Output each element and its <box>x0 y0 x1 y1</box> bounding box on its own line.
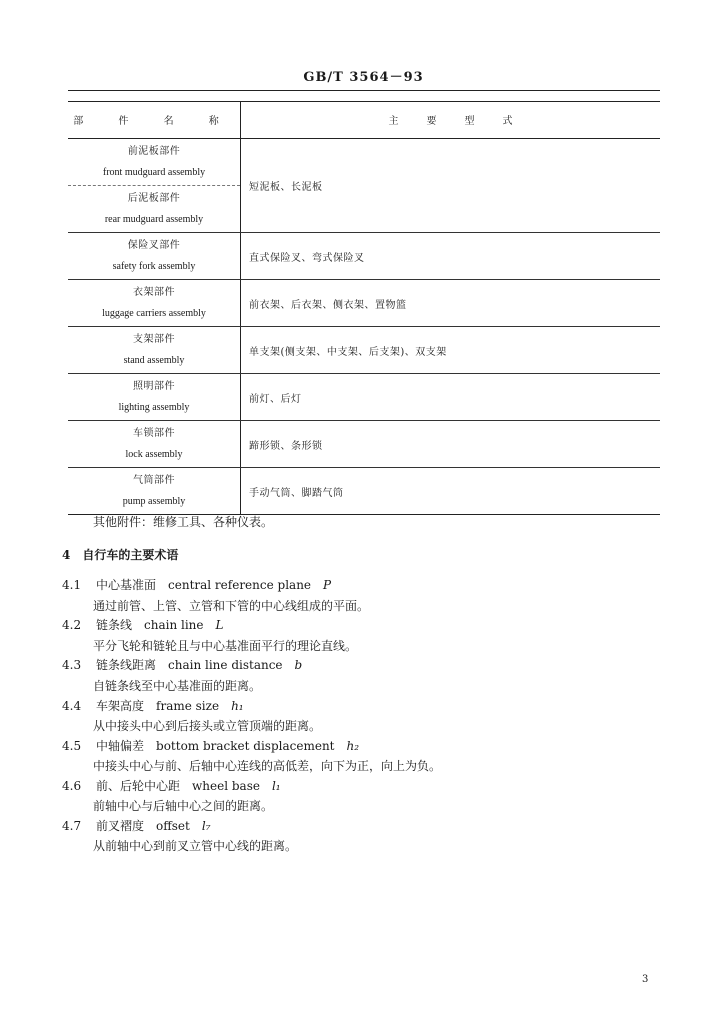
part-name-en: pump assembly <box>122 496 186 507</box>
type-cell <box>241 468 661 515</box>
table-row <box>68 468 660 515</box>
term-en: wheel base <box>192 779 260 793</box>
term-heading <box>62 616 223 633</box>
term-definition: 通过前管、上管、立管和下管的中心线组成的平面。 <box>93 599 370 613</box>
type-text: 手动气筒、脚踏气筒 <box>249 487 344 499</box>
part-name-en: front mudguard assembly <box>102 167 206 178</box>
header-rule-top <box>68 90 660 91</box>
table-row <box>68 233 660 280</box>
part-name-en: safety fork assembly <box>112 261 196 272</box>
type-text: 蹄形锁、条形锁 <box>249 440 323 452</box>
part-name-en: stand assembly <box>123 355 185 366</box>
page-number: 3 <box>642 974 649 985</box>
type-text: 单支架(侧支架、中支架、后支架)、双支架 <box>249 346 447 358</box>
part-name-cn: 车锁部件 <box>133 428 175 439</box>
other-accessories-note: 其他附件：维修工具、各种仪表。 <box>93 515 274 529</box>
term-heading <box>62 576 331 593</box>
section-title: 4 自行车的主要术语 <box>62 548 179 562</box>
term-number: 4.1 <box>62 578 82 592</box>
term-cn: 链条线 <box>96 618 133 632</box>
type-text: 前衣架、后衣架、侧衣架、置物篮 <box>249 299 407 311</box>
term-cn: 前、后轮中心距 <box>96 779 181 793</box>
term-en: central reference plane <box>168 578 312 592</box>
term-en: chain line distance <box>168 658 283 672</box>
part-name-cn: 气筒部件 <box>133 475 175 486</box>
term-heading <box>62 737 359 754</box>
components-table <box>68 101 660 515</box>
column-header-main-type <box>241 101 661 139</box>
header-char: 主 <box>388 116 399 127</box>
term-en: bottom bracket displacement <box>156 739 335 753</box>
part-name-cn: 支架部件 <box>133 334 175 345</box>
header-char: 式 <box>502 116 513 127</box>
part-cell <box>68 374 241 421</box>
part-cell <box>68 468 241 515</box>
term-symbol: l₇ <box>201 819 211 833</box>
table-row <box>68 421 660 468</box>
type-cell <box>241 280 661 327</box>
part-name-en: rear mudguard assembly <box>104 214 204 225</box>
header-char: 型 <box>464 116 475 127</box>
term-symbol: P <box>323 578 332 592</box>
term-definition: 从中接头中心到后接头或立管顶端的距离。 <box>93 719 322 733</box>
part-cell <box>68 280 241 327</box>
term-symbol: L <box>215 618 224 632</box>
term-en: offset <box>156 819 190 833</box>
standard-number: GB/T 3564－93 <box>303 70 424 85</box>
table-row <box>68 374 660 421</box>
type-cell <box>241 374 661 421</box>
type-cell <box>241 233 661 280</box>
term-cn: 车架高度 <box>96 699 145 713</box>
term-en: chain line <box>144 618 204 632</box>
table-row <box>68 139 660 186</box>
term-number: 4.6 <box>62 779 82 793</box>
type-text: 直式保险叉、弯式保险叉 <box>249 252 365 264</box>
part-name-cn: 前泥板部件 <box>127 146 181 157</box>
term-number: 4.5 <box>62 739 82 753</box>
table-header-row <box>68 101 660 139</box>
type-cell <box>241 139 661 233</box>
term-cn: 前叉褶度 <box>96 819 145 833</box>
part-name-cn: 保险叉部件 <box>127 240 181 251</box>
part-cell <box>68 186 241 233</box>
term-definition: 前轴中心与后轴中心之间的距离。 <box>93 799 274 813</box>
term-en: frame size <box>156 699 220 713</box>
part-name-cn: 衣架部件 <box>133 287 175 298</box>
term-number: 4.4 <box>62 699 82 713</box>
part-cell <box>68 327 241 374</box>
term-definition: 中接头中心与前、后轴中心连线的高低差，向下为正，向上为负。 <box>93 759 442 773</box>
column-header-part-name: 部 件 名 称 <box>68 101 241 139</box>
term-heading <box>62 697 244 714</box>
part-name-en: luggage carriers assembly <box>102 308 206 319</box>
type-text: 前灯、后灯 <box>249 393 302 405</box>
term-heading <box>62 777 281 794</box>
term-definition: 自链条线至中心基准面的距离。 <box>93 679 262 693</box>
term-number: 4.2 <box>62 618 82 632</box>
part-name-en: lighting assembly <box>118 402 190 413</box>
term-cn: 链条线距离 <box>96 658 157 672</box>
header-char: 要 <box>426 116 437 127</box>
term-definition: 从前轴中心到前叉立管中心线的距离。 <box>93 839 298 853</box>
type-cell <box>241 421 661 468</box>
part-cell <box>68 233 241 280</box>
term-symbol: h₂ <box>346 739 360 753</box>
part-cell <box>68 421 241 468</box>
term-symbol: h₁ <box>231 699 244 713</box>
type-cell <box>241 327 661 374</box>
type-text: 短泥板、长泥板 <box>249 182 323 193</box>
part-name-cn: 照明部件 <box>133 381 175 392</box>
term-definition: 平分飞轮和链轮且与中心基准面平行的理论直线。 <box>93 639 358 653</box>
term-cn: 中心基准面 <box>96 578 157 592</box>
part-cell <box>68 139 241 186</box>
table-row <box>68 327 660 374</box>
term-symbol: b <box>294 658 303 672</box>
part-name-cn: 后泥板部件 <box>127 193 181 204</box>
term-heading <box>62 656 302 673</box>
part-name-en: lock assembly <box>125 449 183 460</box>
table-row <box>68 280 660 327</box>
term-number: 4.3 <box>62 658 82 672</box>
term-heading <box>62 817 211 834</box>
term-symbol: l₁ <box>271 779 281 793</box>
term-cn: 中轴偏差 <box>96 739 145 753</box>
term-number: 4.7 <box>62 819 82 833</box>
